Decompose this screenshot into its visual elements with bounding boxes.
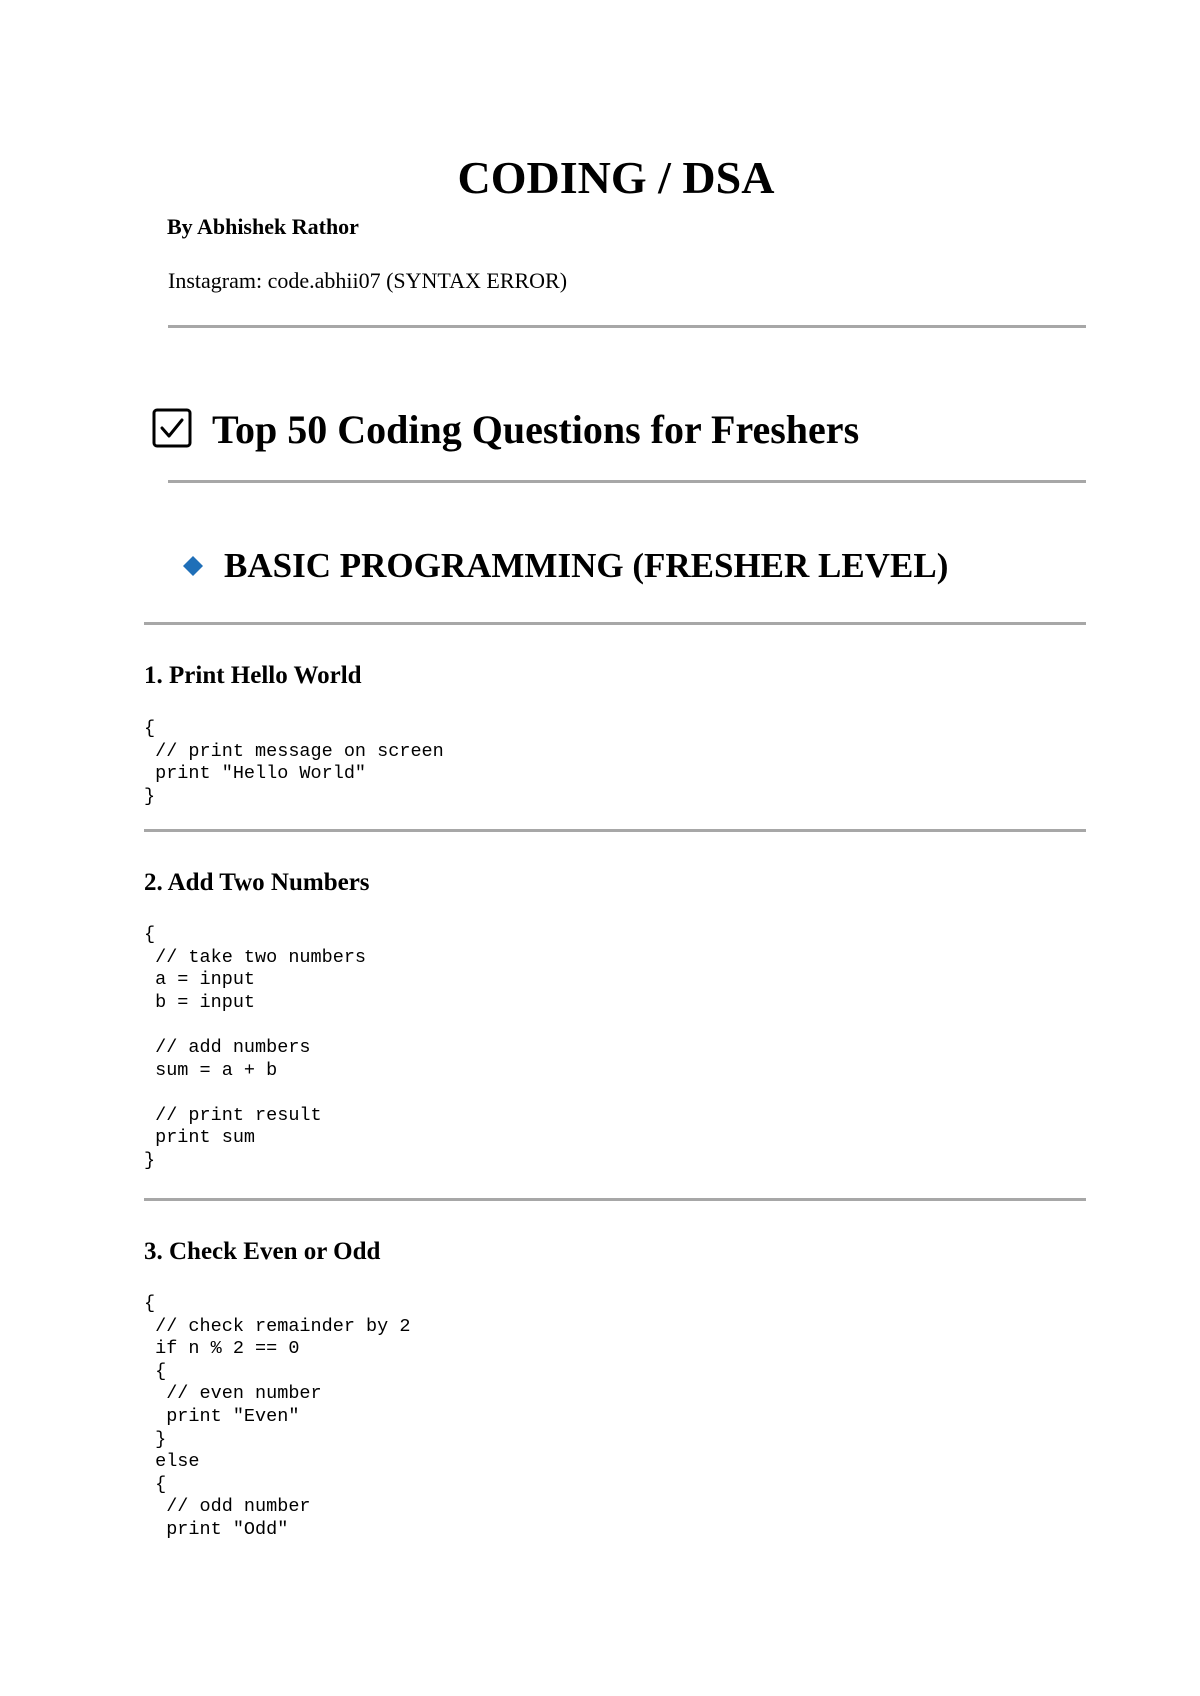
document-title: CODING / DSA <box>457 152 775 203</box>
question-title: 2. Add Two Numbers <box>144 869 370 896</box>
code-block: { // check remainder by 2 if n % 2 == 0 { // even number print "Even" } else { // odd number print "Odd" <box>144 1293 411 1540</box>
divider <box>168 480 1086 483</box>
question-title: 3. Check Even or Odd <box>144 1238 381 1265</box>
code-block: { // take two numbers a = input b = input // add numbers sum = a + b // print result print sum } <box>144 924 367 1171</box>
blue-diamond-icon <box>182 555 204 577</box>
author-byline: By Abhishek Rathor <box>167 214 359 239</box>
divider <box>144 829 1086 832</box>
question-title: 1. Print Hello World <box>144 662 362 689</box>
code-block: { // print message on screen print "Hello World" } <box>144 718 444 807</box>
divider <box>144 1198 1086 1201</box>
divider <box>144 622 1086 625</box>
main-heading: Top 50 Coding Questions for Freshers <box>212 407 860 452</box>
instagram-handle: Instagram: code.abhii07 (SYNTAX ERROR) <box>168 268 568 293</box>
section-heading: BASIC PROGRAMMING (FRESHER LEVEL) <box>224 546 949 585</box>
checkbox-checked-icon <box>152 408 192 448</box>
divider <box>168 325 1086 328</box>
